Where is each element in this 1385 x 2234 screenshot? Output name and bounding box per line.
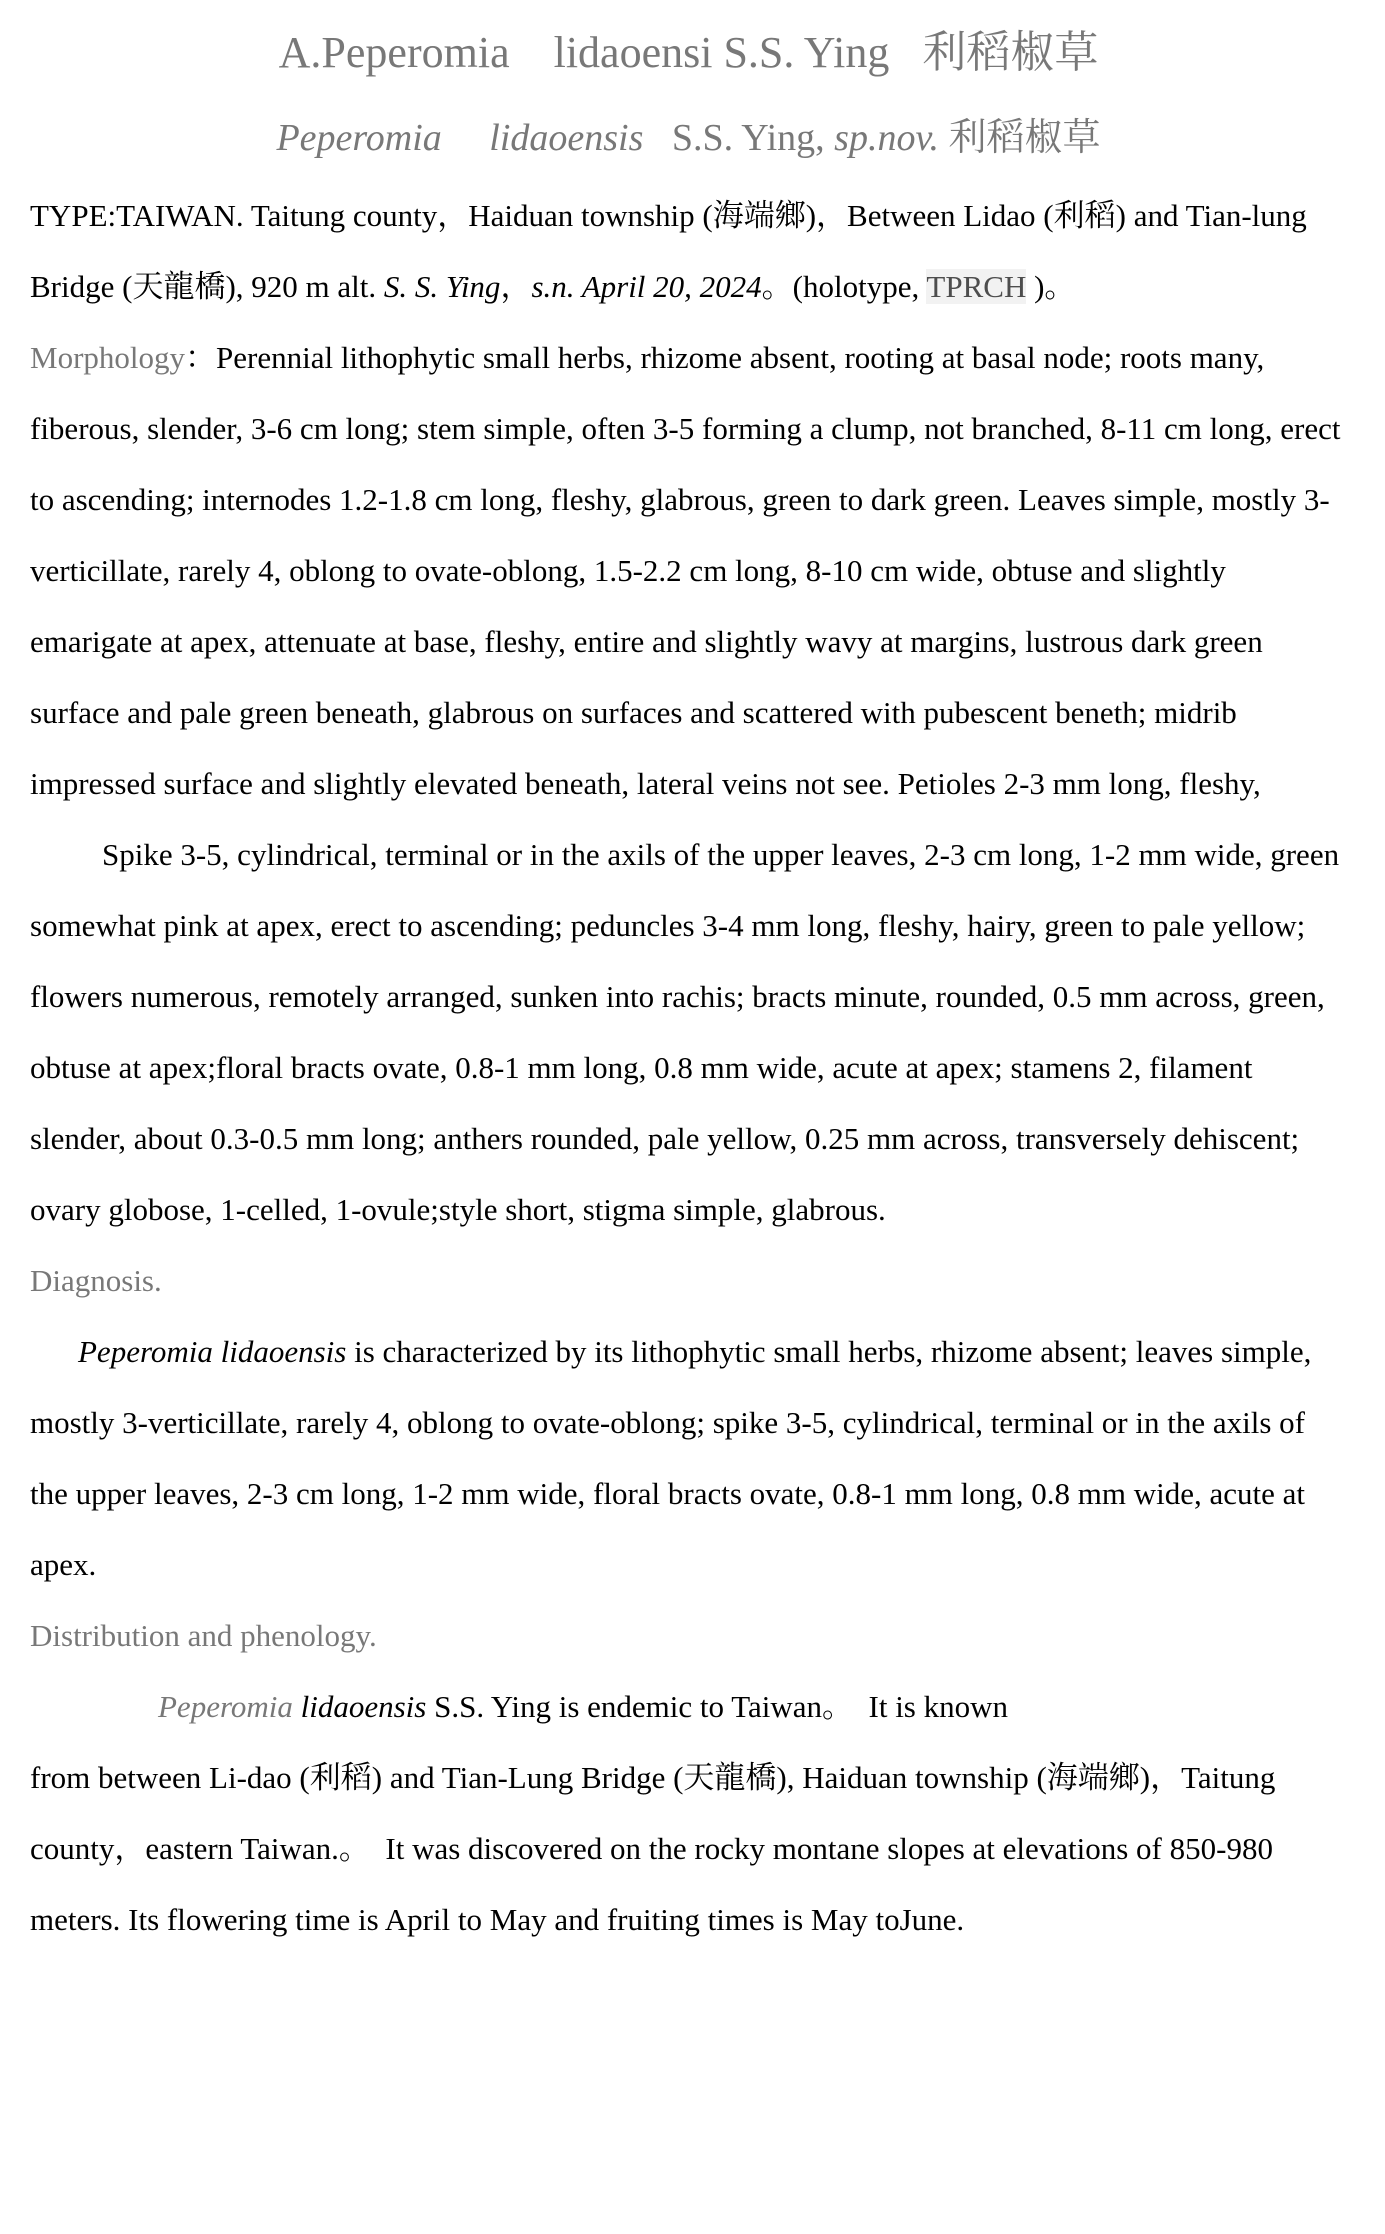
- text-run: Spike 3-5, cylindrical, terminal or in the axils of the upper leaves, 2-3 cm long, 1-2 mm wide, green somewhat pink at apex, erect to ascending; peduncles 3-4 mm long, fleshy, hairy, green to pale yellow; flowers numerous, remotely arranged, sunken into rachis; bracts minute, rounded, 0.5 mm across, green, obtuse at apex;floral bracts ovate, 0.8-1 mm long, 0.8 mm wide, acute at apex; stamens 2, filament slender, about 0.3-0.5 mm long; anthers rounded, pale yellow, 0.25 mm across, transversely dehiscent; ovary globose, 1-celled, 1-ovule;style short, stigma simple, glabrous.: [30, 837, 1347, 1227]
- text-run: A.Peperomia lidaoensi S.S. Ying 利稻椒草: [278, 28, 1099, 77]
- diagnosis-heading: [30, 1245, 1347, 1316]
- text-run: TYPE:TAIWAN. Taitung county，Haiduan township (海端鄉)，Between Lidao (利稻) and Tian-lung Bridge (天龍橋), 920 m alt.: [30, 198, 1315, 304]
- text-run: from between Li-dao (利稻) and Tian-Lung Bridge (天龍橋), Haiduan township (海端鄉)，Taitung county，eastern Taiwan.。 It was discovered on the rocky montane slopes at elevations of 850-980 meters. Its flowering time is April to May and fruiting times is May toJune.: [30, 1760, 1284, 1937]
- text-run: lidaoensis: [489, 117, 644, 159]
- text-run: lidaoensis: [292, 1689, 427, 1724]
- diagnosis-paragraph: [30, 1316, 1347, 1600]
- title-line-1: [30, 10, 1347, 96]
- text-run: Diagnosis.: [30, 1263, 162, 1298]
- distribution-paragraph: [30, 1671, 1347, 1955]
- distribution-heading: [30, 1600, 1347, 1671]
- text-run: Peperomia: [276, 117, 442, 159]
- type-paragraph: [30, 180, 1347, 322]
- text-run: S. S. Ying: [383, 269, 501, 304]
- text-run: S.S. Ying is endemic to Taiwan。 It is known: [426, 1689, 1009, 1724]
- text-run: Peperomia lidaoensis: [78, 1334, 347, 1369]
- document-body: [30, 10, 1347, 1955]
- text-run: ：Perennial lithophytic small herbs, rhizome absent, rooting at basal node; roots many, fiberous, slender, 3-6 cm long; stem simple, often 3-5 forming a clump, not branched, 8-11 cm long, erect to ascending; internodes 1.2-1.8 cm long, fleshy, glabrous, green to dark green. Leaves simple, mostly 3-verticillate, rarely 4, oblong to ovate-oblong, 1.5-2.2 cm long, 8-10 cm wide, obtuse and slightly emarigate at apex, attenuate at base, fleshy, entire and slightly wavy at margins, lustrous dark green surface and pale green beneath, glabrous on surfaces and scattered with pubescent beneth; midrib impressed surface and slightly elevated beneath, lateral veins not see. Petioles 2-3 mm long, fleshy,: [30, 340, 1349, 801]
- text-run: Distribution and phenology.: [30, 1618, 377, 1653]
- morphology-paragraph: [30, 322, 1347, 819]
- text-run: Peperomia: [158, 1689, 293, 1724]
- text-run: S.S. Ying,: [643, 117, 835, 159]
- text-run: 。(holotype,: [761, 269, 927, 304]
- text-run: [442, 117, 490, 159]
- text-run: )。: [1026, 269, 1076, 304]
- title-line-2: [30, 96, 1347, 180]
- text-run: ，: [500, 269, 532, 304]
- text-run: s.n. April 20, 2024: [531, 269, 762, 304]
- text-run: Morphology: [30, 340, 185, 375]
- text-run: sp.nov.: [834, 117, 940, 159]
- text-run: 利稻椒草: [939, 117, 1101, 159]
- spike-paragraph: [30, 819, 1347, 1245]
- text-run: TPRCH: [926, 269, 1027, 304]
- text-run: is characterized by its lithophytic small herbs, rhizome absent; leaves simple, mostly 3-verticillate, rarely 4, oblong to ovate-oblong; spike 3-5, cylindrical, terminal or in the axils of the upper leaves, 2-3 cm long, 1-2 mm wide, floral bracts ovate, 0.8-1 mm long, 0.8 mm wide, acute at apex.: [30, 1334, 1320, 1582]
